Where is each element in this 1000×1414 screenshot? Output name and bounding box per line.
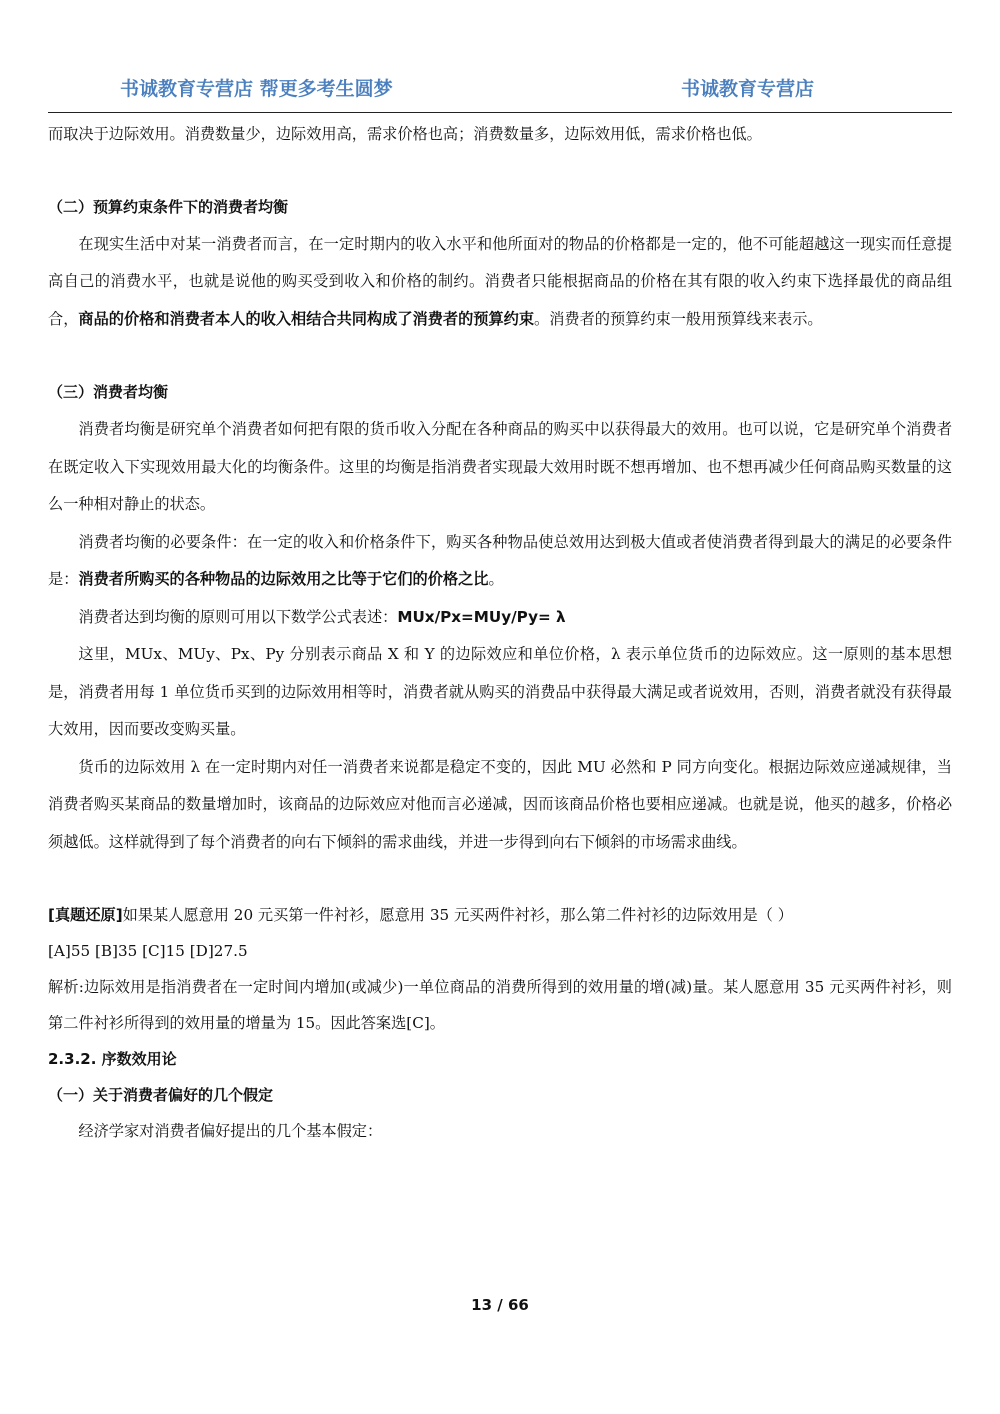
header-right-text: 书诚教育专营店: [680, 78, 814, 100]
question-tag: [真题还原]: [48, 906, 123, 924]
question-analysis: 解析:边际效用是指消费者在一定时间内增加(或减少)一单位商品的消费所得到的效用量的增(减)量。某人愿意用 35 元买两件衬衫，则第二件衬衫所得到的效用量的增量为 15。因此答案选[C]。: [48, 978, 952, 1032]
paragraph-formula-explanation: 这里，MUx、MUy、Px、Py 分别表示商品 X 和 Y 的边际效应和单位价格，λ 表示单位货币的边际效应。这一原则的基本思想是，消费者用每 1 单位货币买到的边际效用相等时，消费者就从购买的消费品中获得最大满足或者说效用，否则，消费者就没有获得最大效用，因而要改变购买量。: [48, 645, 952, 738]
section-heading-budget: （二）预算约束条件下的消费者均衡: [48, 197, 289, 216]
paragraph-demand-curve: 货币的边际效用 λ 在一定时期内对任一消费者来说都是稳定不变的，因此 MU 必然和 P 同方向变化。根据边际效应递减规律，当消费者购买某商品的数量增加时，该商品的边际效应对他而言必递减，因而该商品价格也要相应递减。也就是说，他买的越多，价格必须越低。这样就得到了每个消费者的向右下倾斜的需求曲线，并进一步得到向右下倾斜的市场需求曲线。: [48, 757, 952, 851]
section-heading-preference: （一）关于消费者偏好的几个假定: [48, 1086, 274, 1104]
paragraph-continuation: 而取决于边际效用。消费数量少，边际效用高，需求价格也高；消费数量多，边际效用低，需求价格也低。: [48, 125, 762, 143]
section-heading-ordinal: 2.3.2. 序数效用论: [48, 1050, 177, 1068]
budget-emphasis: 商品的价格和消费者本人的收入相结合共同构成了消费者的预算约束: [78, 309, 534, 328]
paragraph-preference-intro: 经济学家对消费者偏好提出的几个基本假定：: [78, 1122, 383, 1140]
exam-question: [真题还原]如果某人愿意用 20 元买第一件衬衫，愿意用 35 元买两件衬衫，那么第二件衬衫的边际效用是（ ）: [48, 906, 793, 924]
header-left-text: 书诚教育专营店 帮更多考生圆梦: [120, 78, 393, 100]
paragraph-budget: 在现实生活中对某一消费者而言，在一定时期内的收入水平和他所面对的物品的价格都是一定的，他不可能超越这一现实而任意提高自己的消费水平，也就是说他的购买受到收入和价格的制约。消费者只能根据商品的价格在其有限的收入约束下选择最优的商品组合，商品的价格和消费者本人的收入相结合共同构成了消费者的预算约束。消费者的预算约束一般用预算线来表示。: [48, 234, 952, 328]
page-content: [48, 116, 952, 1149]
page-number: 13 / 66: [471, 1296, 529, 1314]
paragraph-equilibrium-condition: 消费者均衡的必要条件：在一定的收入和价格条件下，购买各种物品使总效用达到极大值或者使消费者得到最大的满足的必要条件是：消费者所购买的各种物品的边际效用之比等于它们的价格之比。: [48, 532, 952, 588]
question-options: [A]55 [B]35 [C]15 [D]27.5: [48, 942, 248, 960]
page-header: [48, 72, 952, 113]
condition-emphasis: 消费者所购买的各种物品的边际效用之比等于它们的价格之比: [78, 570, 489, 588]
paragraph-equilibrium-definition: 消费者均衡是研究单个消费者如何把有限的货币收入分配在各种商品的购买中以获得最大的效用。也可以说，它是研究单个消费者在既定收入下实现效用最大化的均衡条件。这里的均衡是指消费者实现最大效用时既不想再增加、也不想再减少任何商品购买数量的这么一种相对静止的状态。: [48, 420, 952, 513]
section-heading-equilibrium: （三）消费者均衡: [48, 383, 169, 401]
paragraph-formula: 消费者达到均衡的原则可用以下数学公式表述：MUx/Px=MUy/Py= λ: [78, 607, 566, 626]
equilibrium-formula: MUx/Px=MUy/Py= λ: [397, 607, 566, 626]
